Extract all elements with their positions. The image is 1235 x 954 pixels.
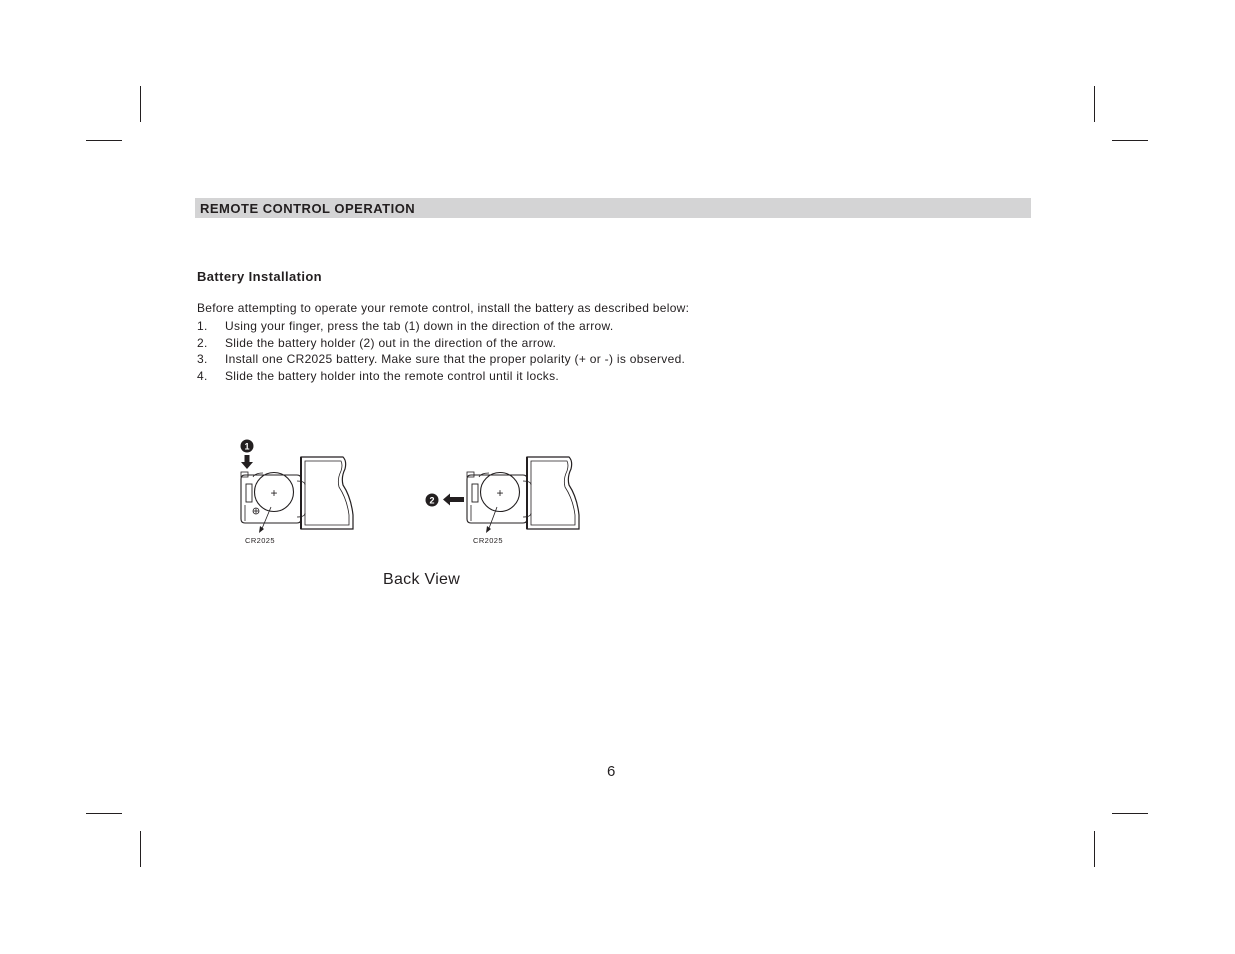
step-text: Using your finger, press the tab (1) down in the direction of the arrow.	[225, 319, 614, 333]
crop-mark-bottom-left-vertical	[140, 831, 141, 867]
battery-label-cr2025: CR2025	[473, 536, 503, 545]
crop-mark-top-left-horizontal	[86, 140, 122, 141]
contact-icon	[246, 484, 252, 502]
battery-plus-sign: +	[496, 486, 504, 500]
crop-mark-top-right-horizontal	[1112, 140, 1148, 141]
crop-mark-bottom-right-horizontal	[1112, 813, 1148, 814]
section-header-bar	[195, 198, 1031, 218]
battery-installation-illustration	[235, 435, 595, 555]
remote-body-icon	[301, 457, 353, 529]
step-2-marker-label: 2	[429, 495, 435, 506]
down-arrow-icon	[241, 455, 253, 469]
left-arrow-icon	[443, 494, 464, 506]
crop-mark-top-left-vertical	[140, 86, 141, 122]
step-text: Slide the battery holder (2) out in the direction of the arrow.	[225, 335, 557, 350]
step-text: Install one CR2025 battery. Make sure that the proper polarity (+ or -) is observed.	[225, 352, 686, 367]
step-number: 4.	[197, 369, 208, 384]
step-number: 3.	[197, 352, 208, 367]
figure-caption: Back View	[383, 571, 461, 588]
battery-label-cr2025: CR2025	[245, 536, 275, 545]
section-title: REMOTE CONTROL OPERATION	[200, 201, 416, 216]
step-number: 2.	[197, 335, 208, 350]
step-text: Slide the battery holder into the remote control until it locks.	[225, 369, 560, 384]
intro-text: Before attempting to operate your remote control, install the battery as described below:	[197, 301, 690, 315]
subheading: Battery Installation	[197, 269, 323, 284]
diagram-slide-holder	[426, 457, 580, 545]
contact-icon	[472, 484, 478, 502]
remote-body-icon	[527, 457, 579, 529]
page-number: 6	[607, 763, 616, 780]
battery-plus-sign: +	[270, 486, 278, 500]
crop-mark-top-right-vertical	[1094, 86, 1095, 122]
crop-mark-bottom-left-horizontal	[86, 813, 122, 814]
crop-mark-bottom-right-vertical	[1094, 831, 1095, 867]
step-1-marker-label: 1	[244, 441, 250, 452]
step-number: 1.	[197, 319, 208, 333]
diagram-press-tab	[241, 440, 354, 546]
